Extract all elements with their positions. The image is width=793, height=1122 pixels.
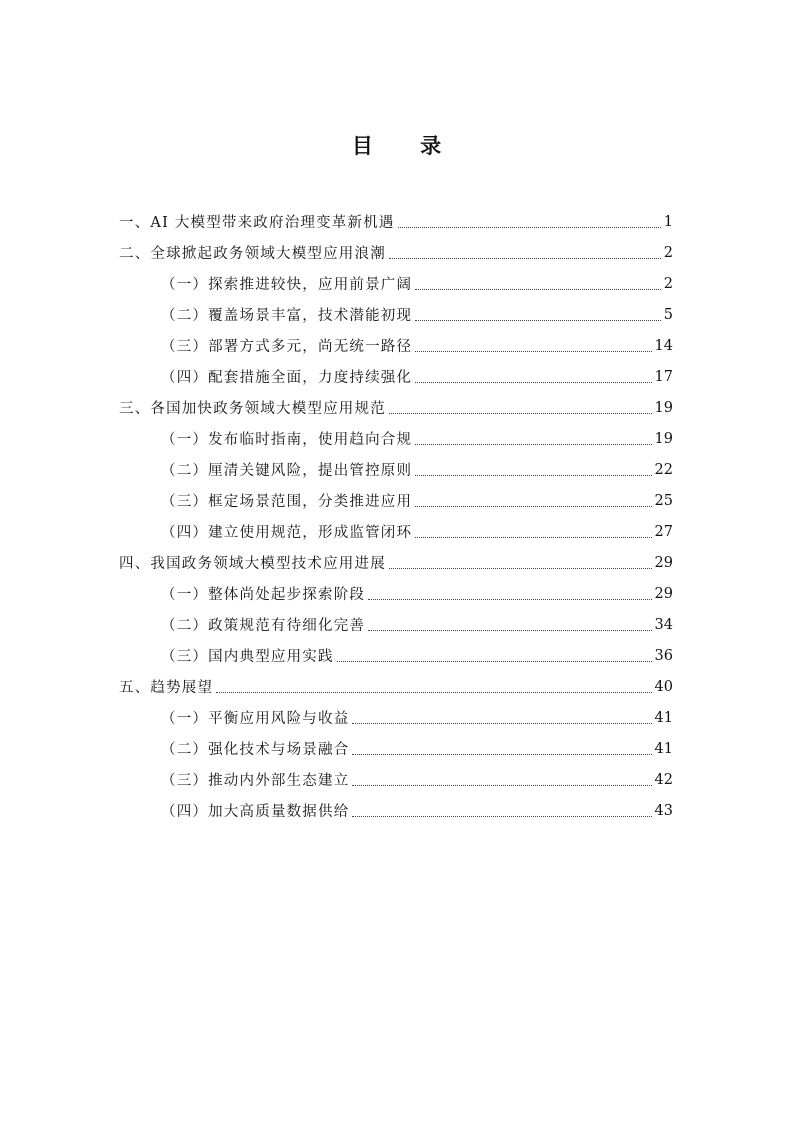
toc-entry-page-number: 22: [654, 461, 673, 478]
toc-entry[interactable]: [161, 795, 673, 826]
toc-entry-page-number: 42: [654, 771, 673, 788]
toc-entry[interactable]: [161, 361, 673, 392]
toc-entry[interactable]: [119, 547, 673, 578]
toc-title: 目 录: [351, 134, 462, 158]
toc-entry-page-number: 36: [654, 647, 673, 664]
toc-entry-label: （三）推动内外部生态建立: [161, 773, 350, 789]
toc-entry[interactable]: [119, 237, 673, 268]
toc-entry-page-number: 5: [663, 306, 673, 323]
toc-entry[interactable]: [161, 299, 673, 330]
toc-entry[interactable]: [161, 702, 673, 733]
toc-entry[interactable]: [161, 640, 673, 671]
toc-entry-label: （三）国内典型应用实践: [161, 649, 334, 665]
toc-entry-label: （二）厘清关键风险，提出管控原则: [161, 463, 413, 479]
toc-dot-leader: [415, 288, 661, 290]
toc-entry[interactable]: [161, 485, 673, 516]
toc-entry[interactable]: [161, 733, 673, 764]
toc-dot-leader: [352, 753, 651, 755]
toc-dot-leader: [216, 691, 651, 693]
toc-dot-leader: [415, 474, 651, 476]
toc-entry-label: 一、AI 大模型带来政府治理变革新机遇: [119, 215, 395, 231]
toc-entry-page-number: 25: [654, 492, 673, 509]
toc-entry[interactable]: [119, 392, 673, 423]
toc-dot-leader: [337, 660, 652, 662]
toc-entry-label: （四）配套措施全面，力度持续强化: [161, 370, 413, 386]
toc-dot-leader: [368, 629, 651, 631]
toc-entry-label: （三）部署方式多元，尚无统一路径: [161, 339, 413, 355]
toc-entry-page-number: 17: [654, 368, 673, 385]
toc-entry[interactable]: [161, 764, 673, 795]
toc-entry-label: （四）建立使用规范，形成监管闭环: [161, 525, 413, 541]
toc-entry-page-number: 41: [654, 740, 673, 757]
toc-dot-leader: [389, 567, 652, 569]
toc-dot-leader: [352, 815, 651, 817]
toc-entry-label: （四）加大高质量数据供给: [161, 804, 350, 820]
toc-entry-page-number: 41: [654, 709, 673, 726]
toc-entry[interactable]: [161, 578, 673, 609]
toc-dot-leader: [415, 319, 661, 321]
toc-entry-page-number: 43: [654, 802, 673, 819]
toc-entry[interactable]: [161, 268, 673, 299]
toc-entry-page-number: 40: [654, 678, 673, 695]
toc-entry-label: （一）平衡应用风险与收益: [161, 711, 350, 727]
toc-dot-leader: [389, 412, 652, 414]
toc-entry-page-number: 19: [654, 430, 673, 447]
toc-entry-page-number: 27: [654, 523, 673, 540]
toc-entry-label: （一）探索推进较快，应用前景广阔: [161, 277, 413, 293]
toc-entry-label: 二、全球掀起政务领域大模型应用浪潮: [119, 246, 386, 262]
toc-entry-label: （二）覆盖场景丰富，技术潜能初现: [161, 308, 413, 324]
toc-dot-leader: [352, 722, 651, 724]
toc-dot-leader: [398, 226, 661, 228]
toc-entry-label: （二）强化技术与场景融合: [161, 742, 350, 758]
toc-entry-label: （二）政策规范有待细化完善: [161, 618, 366, 634]
toc-entry-page-number: 2: [663, 275, 673, 292]
toc-entry-page-number: 14: [654, 337, 673, 354]
toc-entry[interactable]: [161, 330, 673, 361]
toc-entry-label: （三）框定场景范围，分类推进应用: [161, 494, 413, 510]
toc-dot-leader: [415, 443, 651, 445]
toc-entry[interactable]: [161, 609, 673, 640]
toc-entry-page-number: 19: [654, 399, 673, 416]
toc-entry-label: 五、趋势展望: [119, 680, 214, 696]
toc-entry-label: （一）整体尚处起步探索阶段: [161, 587, 366, 603]
toc-dot-leader: [415, 381, 651, 383]
toc-entry-page-number: 2: [663, 244, 673, 261]
toc-entry-page-number: 1: [663, 213, 673, 230]
toc-dot-leader: [415, 505, 651, 507]
toc-entry-label: 四、我国政务领域大模型技术应用进展: [119, 556, 386, 572]
toc-entry-label: （一）发布临时指南，使用趋向合规: [161, 432, 413, 448]
toc-dot-leader: [415, 536, 651, 538]
toc-entry[interactable]: [161, 516, 673, 547]
toc-entry-page-number: 29: [654, 554, 673, 571]
toc-entry[interactable]: [119, 206, 673, 237]
toc-entry[interactable]: [161, 454, 673, 485]
toc-dot-leader: [368, 598, 651, 600]
toc-entry-page-number: 34: [654, 616, 673, 633]
toc-dot-leader: [415, 350, 651, 352]
toc-entry-page-number: 29: [654, 585, 673, 602]
toc-entry-label: 三、各国加快政务领域大模型应用规范: [119, 401, 386, 417]
toc-entry[interactable]: [161, 423, 673, 454]
toc-entry[interactable]: [119, 671, 673, 702]
toc-dot-leader: [389, 257, 661, 259]
toc-dot-leader: [352, 784, 651, 786]
